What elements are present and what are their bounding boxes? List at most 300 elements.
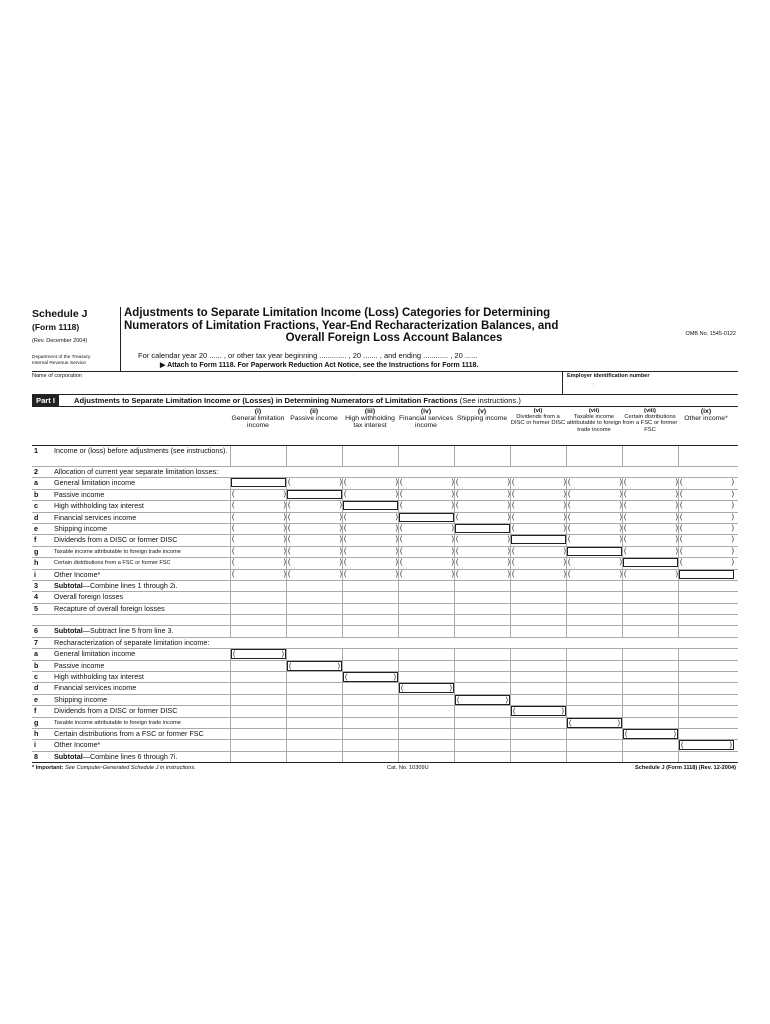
open-paren: ( xyxy=(456,570,459,578)
amount-cell[interactable] xyxy=(507,478,567,488)
column-header-v xyxy=(454,408,510,422)
amount-cell[interactable] xyxy=(398,581,455,591)
shaded-box xyxy=(287,490,342,499)
line-letter: d xyxy=(34,512,39,522)
amount-cell[interactable] xyxy=(510,524,567,534)
amount-cell xyxy=(230,718,287,728)
amount-cell[interactable] xyxy=(622,626,679,636)
open-paren: ( xyxy=(512,547,515,555)
open-paren: ( xyxy=(400,547,403,555)
amount-cell xyxy=(622,718,679,728)
amount-cell[interactable] xyxy=(563,501,623,511)
amount-cell xyxy=(454,661,511,671)
amount-cell[interactable] xyxy=(398,604,455,614)
amount-cell[interactable] xyxy=(675,501,735,511)
close-paren: ) xyxy=(563,547,566,555)
amount-cell xyxy=(398,649,455,659)
amount-cell[interactable] xyxy=(451,558,511,568)
amount-cell[interactable] xyxy=(454,581,511,591)
amount-cell[interactable] xyxy=(563,478,623,488)
amount-cell[interactable] xyxy=(286,604,343,614)
amount-cell[interactable] xyxy=(619,524,679,534)
shaded-box xyxy=(511,535,566,544)
open-paren: ( xyxy=(288,502,291,510)
line-2g xyxy=(32,547,738,558)
amount-cell[interactable] xyxy=(510,752,567,762)
amount-cell[interactable] xyxy=(230,649,287,659)
amount-cell[interactable] xyxy=(678,592,735,602)
amount-cell[interactable] xyxy=(678,581,735,591)
amount-cell[interactable] xyxy=(566,752,623,762)
amount-cell[interactable] xyxy=(566,626,623,636)
amount-cell[interactable] xyxy=(563,490,623,500)
open-paren: ( xyxy=(344,547,347,555)
amount-cell xyxy=(622,683,679,693)
amount-cell[interactable] xyxy=(678,558,735,568)
amount-cell[interactable] xyxy=(286,581,343,591)
amount-cell[interactable] xyxy=(675,478,735,488)
amount-cell xyxy=(230,695,287,705)
amount-cell[interactable] xyxy=(619,535,679,545)
amount-cell[interactable] xyxy=(451,547,511,557)
col-num: (i) xyxy=(254,408,262,415)
line-letter: i xyxy=(34,569,36,579)
close-paren: ) xyxy=(507,559,510,567)
close-paren: ) xyxy=(619,536,622,544)
line-letter: c xyxy=(34,501,38,511)
amount-cell[interactable] xyxy=(339,513,399,523)
recharacterization-box[interactable] xyxy=(623,729,678,739)
line-letter: c xyxy=(34,672,38,682)
close-paren: ) xyxy=(731,479,734,487)
amount-cell[interactable] xyxy=(398,683,455,693)
amount-cell[interactable] xyxy=(566,604,623,614)
line-7a xyxy=(32,649,738,660)
amount-cell[interactable] xyxy=(398,501,455,511)
amount-cell[interactable] xyxy=(507,490,567,500)
close-paren: ) xyxy=(563,524,566,532)
amount-cell[interactable] xyxy=(563,513,623,523)
amount-cell[interactable] xyxy=(342,604,399,614)
recharacterization-box[interactable] xyxy=(343,672,398,682)
line-label: Other Income* xyxy=(54,740,101,750)
open-paren: ( xyxy=(288,524,291,532)
amount-cell xyxy=(622,740,679,750)
amount-cell xyxy=(342,661,399,671)
amount-cell[interactable] xyxy=(342,626,399,636)
line-letter: g xyxy=(34,546,39,556)
amount-cell xyxy=(622,661,679,671)
line-label: Dividends from a DISC or former DISC xyxy=(54,706,178,716)
amount-cell[interactable] xyxy=(398,446,455,466)
line-number: 6 xyxy=(34,626,38,636)
amount-cell xyxy=(566,706,623,716)
amount-cell[interactable] xyxy=(454,592,511,602)
amount-cell xyxy=(454,683,511,693)
amount-cell[interactable] xyxy=(230,615,287,625)
amount-cell[interactable] xyxy=(622,615,679,625)
amount-cell[interactable] xyxy=(286,478,343,488)
amount-cell xyxy=(678,718,735,728)
amount-cell[interactable] xyxy=(566,581,623,591)
recharacterization-box[interactable] xyxy=(679,740,734,750)
close-paren: ) xyxy=(283,490,286,498)
amount-cell[interactable] xyxy=(510,581,567,591)
amount-cell xyxy=(510,740,567,750)
schedule-j-form xyxy=(32,307,738,775)
amount-cell[interactable] xyxy=(454,615,511,625)
amount-cell[interactable] xyxy=(230,752,287,762)
amount-cell[interactable] xyxy=(619,478,679,488)
open-paren: ( xyxy=(400,536,403,544)
line-spacer xyxy=(32,615,738,626)
amount-cell[interactable] xyxy=(395,478,455,488)
amount-cell[interactable] xyxy=(395,570,455,580)
amount-cell[interactable] xyxy=(451,501,511,511)
open-paren: ( xyxy=(624,502,627,510)
line-2d xyxy=(32,513,738,524)
line-5 xyxy=(32,604,738,615)
close-paren: ) xyxy=(619,502,622,510)
open-paren: ( xyxy=(680,490,683,498)
open-paren: ( xyxy=(232,502,235,510)
amount-cell[interactable] xyxy=(286,661,343,671)
close-paren: ) xyxy=(675,502,678,510)
amount-cell xyxy=(678,683,735,693)
open-paren: ( xyxy=(344,479,347,487)
amount-cell xyxy=(286,729,343,739)
amount-cell[interactable] xyxy=(230,592,287,602)
amount-cell[interactable] xyxy=(563,558,623,568)
part-title-text: Adjustments to Separate Limitation Income or (Losses) in Determining Numerators of Limitation Fractions xyxy=(74,396,458,405)
recharacterization-box[interactable] xyxy=(231,649,286,659)
amount-cell[interactable] xyxy=(283,558,343,568)
open-paren: ( xyxy=(400,524,403,532)
subtotal-desc: —Combine lines 6 through 7i. xyxy=(82,751,178,761)
amount-cell[interactable] xyxy=(563,570,623,580)
line-number: 4 xyxy=(34,592,38,602)
amount-cell[interactable] xyxy=(510,615,567,625)
close-paren: ) xyxy=(563,502,566,510)
recharacterization-box[interactable] xyxy=(511,706,566,716)
amount-cell[interactable] xyxy=(507,513,567,523)
amount-cell[interactable] xyxy=(507,501,567,511)
amount-cell[interactable] xyxy=(342,752,399,762)
amount-cell[interactable] xyxy=(563,524,623,534)
amount-cell[interactable] xyxy=(230,513,287,523)
title-line-1: Adjustments to Separate Limitation Income (Loss) Categories for Determining xyxy=(124,307,551,319)
amount-cell[interactable] xyxy=(510,446,567,466)
amount-cell[interactable] xyxy=(622,604,679,614)
amount-cell[interactable] xyxy=(230,570,287,580)
amount-cell[interactable] xyxy=(230,446,287,466)
line-label: Overall foreign losses xyxy=(54,592,124,602)
important-note xyxy=(32,763,196,773)
amount-cell[interactable] xyxy=(454,695,511,705)
line-letter: h xyxy=(34,558,39,568)
amount-cell[interactable] xyxy=(286,592,343,602)
amount-cell xyxy=(619,558,679,568)
amount-cell[interactable] xyxy=(451,535,511,545)
close-paren: ) xyxy=(283,536,286,544)
col-text: General limitation income xyxy=(231,415,285,430)
line-label: Income or (loss) before adjustments (see instructions). xyxy=(54,446,228,455)
amount-cell[interactable] xyxy=(678,752,735,762)
amount-cell[interactable] xyxy=(451,478,511,488)
column-header-vi xyxy=(510,408,566,427)
amount-cell[interactable] xyxy=(619,501,679,511)
amount-cell[interactable] xyxy=(230,490,287,500)
amount-cell[interactable] xyxy=(283,524,343,534)
amount-cell[interactable] xyxy=(566,592,623,602)
amount-cell[interactable] xyxy=(510,592,567,602)
amount-cell[interactable] xyxy=(339,558,399,568)
amount-cell[interactable] xyxy=(283,513,343,523)
amount-cell[interactable] xyxy=(619,513,679,523)
amount-cell[interactable] xyxy=(622,729,679,739)
amount-cell[interactable] xyxy=(286,615,343,625)
amount-cell[interactable] xyxy=(675,535,735,545)
amount-cell[interactable] xyxy=(286,446,343,466)
amount-cell[interactable] xyxy=(510,604,567,614)
amount-cell[interactable] xyxy=(454,752,511,762)
amount-cell[interactable] xyxy=(230,524,287,534)
line-label: Certain distributions from a FSC or former FSC xyxy=(54,560,171,567)
open-paren: ( xyxy=(625,730,628,738)
ein-separator: : xyxy=(593,382,595,388)
amount-cell[interactable] xyxy=(510,626,567,636)
amount-cell[interactable] xyxy=(230,581,287,591)
title-block xyxy=(124,307,664,360)
amount-cell[interactable] xyxy=(451,570,511,580)
line-label: Shipping income xyxy=(54,694,108,704)
close-paren: ) xyxy=(675,513,678,521)
close-paren: ) xyxy=(283,524,286,532)
col-text: Passive income xyxy=(290,415,338,423)
close-paren: ) xyxy=(731,490,734,498)
amount-cell[interactable] xyxy=(507,570,567,580)
line-number: 1 xyxy=(34,446,38,455)
line-label: Recapture of overall foreign losses xyxy=(54,603,165,613)
shaded-box xyxy=(231,478,286,487)
amount-cell[interactable] xyxy=(230,547,287,557)
amount-cell[interactable] xyxy=(622,547,679,557)
amount-cell[interactable] xyxy=(675,490,735,500)
amount-cell[interactable] xyxy=(230,501,287,511)
calendar-year-line[interactable]: For calendar year 20 ...... , or other tax year beginning ............. , 20 ....... , and ending ............ , 20 ...... xyxy=(138,350,478,360)
close-paren: ) xyxy=(731,513,734,521)
amount-cell[interactable] xyxy=(507,558,567,568)
amount-cell[interactable] xyxy=(622,581,679,591)
amount-cell[interactable] xyxy=(398,592,455,602)
amount-cell xyxy=(622,706,679,716)
amount-cell xyxy=(283,490,343,500)
open-paren: ( xyxy=(680,502,683,510)
line-items-grid xyxy=(32,446,738,762)
amount-cell[interactable] xyxy=(619,490,679,500)
line-7b xyxy=(32,661,738,672)
line-label: Financial services income xyxy=(54,512,137,522)
open-paren: ( xyxy=(288,570,291,578)
close-paren: ) xyxy=(563,559,566,567)
amount-cell[interactable] xyxy=(339,478,399,488)
close-paren: ) xyxy=(675,479,678,487)
amount-cell[interactable] xyxy=(342,592,399,602)
amount-cell[interactable] xyxy=(622,446,679,466)
amount-cell[interactable] xyxy=(395,547,455,557)
close-paren: ) xyxy=(281,651,284,659)
amount-cell[interactable] xyxy=(566,615,623,625)
amount-cell[interactable] xyxy=(566,446,623,466)
recharacterization-box[interactable] xyxy=(455,695,510,705)
amount-cell[interactable] xyxy=(622,592,679,602)
amount-cell[interactable] xyxy=(283,535,343,545)
amount-cell[interactable] xyxy=(678,604,735,614)
amount-cell[interactable] xyxy=(395,535,455,545)
amount-cell xyxy=(230,661,287,671)
open-paren: ( xyxy=(512,502,515,510)
amount-cell[interactable] xyxy=(566,718,623,728)
line-label: High withholding tax interest xyxy=(54,501,144,511)
close-paren: ) xyxy=(507,502,510,510)
amount-cell xyxy=(451,524,511,534)
amount-cell[interactable] xyxy=(342,615,399,625)
amount-cell[interactable] xyxy=(230,626,287,636)
line-letter: b xyxy=(34,489,39,499)
open-paren: ( xyxy=(456,479,459,487)
amount-cell[interactable] xyxy=(454,604,511,614)
amount-cell[interactable] xyxy=(230,604,287,614)
corporation-name-field[interactable]: Name of corporation xyxy=(32,373,82,379)
open-paren: ( xyxy=(512,559,515,567)
amount-cell xyxy=(230,706,287,716)
amount-cell[interactable] xyxy=(342,446,399,466)
open-paren: ( xyxy=(624,490,627,498)
line-label xyxy=(54,626,230,636)
amount-cell[interactable] xyxy=(230,535,287,545)
line-label: Other Income* xyxy=(54,569,101,579)
important-label: * Important: xyxy=(32,765,64,772)
amount-cell xyxy=(398,661,455,671)
amount-cell[interactable] xyxy=(342,581,399,591)
open-paren: ( xyxy=(568,490,571,498)
close-paren: ) xyxy=(563,513,566,521)
col-num: (ix) xyxy=(700,408,712,415)
amount-cell xyxy=(454,672,511,682)
recharacterization-box[interactable] xyxy=(567,718,622,728)
close-paren: ) xyxy=(451,570,454,578)
department-name: Department of the Treasury xyxy=(32,355,91,360)
line-7i xyxy=(32,740,738,751)
amount-cell[interactable] xyxy=(398,752,455,762)
amount-cell[interactable] xyxy=(510,706,567,716)
amount-cell[interactable] xyxy=(395,558,455,568)
amount-cell[interactable] xyxy=(454,626,511,636)
department-block xyxy=(32,355,127,366)
amount-cell[interactable] xyxy=(451,490,511,500)
amount-cell[interactable] xyxy=(454,513,511,523)
close-paren: ) xyxy=(283,547,286,555)
line-2e xyxy=(32,524,738,535)
amount-cell[interactable] xyxy=(395,490,455,500)
amount-cell[interactable] xyxy=(342,490,399,500)
amount-cell[interactable] xyxy=(678,446,735,466)
line-label: Passive income xyxy=(54,489,105,499)
amount-cell[interactable] xyxy=(283,501,343,511)
close-paren: ) xyxy=(283,513,286,521)
recharacterization-box[interactable] xyxy=(399,683,454,693)
col-num: (iii) xyxy=(364,408,376,415)
amount-cell[interactable] xyxy=(678,740,735,750)
amount-cell xyxy=(286,740,343,750)
close-paren: ) xyxy=(675,490,678,498)
line-letter: i xyxy=(34,740,36,750)
amount-cell[interactable] xyxy=(675,524,735,534)
open-paren: ( xyxy=(568,536,571,544)
amount-cell[interactable] xyxy=(675,547,735,557)
close-paren: ) xyxy=(395,536,398,544)
amount-cell[interactable] xyxy=(339,547,399,557)
part-note: (See instructions.) xyxy=(459,396,521,405)
amount-cell[interactable] xyxy=(678,626,735,636)
line-number: 3 xyxy=(34,580,38,590)
recharacterization-box[interactable] xyxy=(287,661,342,671)
amount-cell[interactable] xyxy=(454,446,511,466)
amount-cell[interactable] xyxy=(342,672,399,682)
amount-cell[interactable] xyxy=(678,615,735,625)
amount-cell[interactable] xyxy=(230,558,287,568)
footer-schedule-id: Schedule J (Form 1118) (Rev. 12-2004) xyxy=(635,765,736,772)
amount-cell[interactable] xyxy=(286,752,343,762)
amount-cell[interactable] xyxy=(398,626,455,636)
open-paren: ( xyxy=(400,502,403,510)
close-paren: ) xyxy=(339,536,342,544)
amount-cell[interactable] xyxy=(622,752,679,762)
amount-cell[interactable] xyxy=(507,547,567,557)
amount-cell xyxy=(566,695,623,705)
amount-cell[interactable] xyxy=(283,570,343,580)
open-paren: ( xyxy=(232,547,235,555)
open-paren: ( xyxy=(624,479,627,487)
column-header-ii xyxy=(286,408,342,422)
title-line-2: Numerators of Limitation Fractions, Year-End Recharacterization Balances, and xyxy=(124,319,559,332)
amount-cell xyxy=(395,513,455,523)
amount-cell[interactable] xyxy=(619,570,679,580)
open-paren: ( xyxy=(456,547,459,555)
amount-cell[interactable] xyxy=(566,535,623,545)
amount-cell[interactable] xyxy=(283,547,343,557)
amount-cell[interactable] xyxy=(339,570,399,580)
close-paren: ) xyxy=(395,479,398,487)
open-paren: ( xyxy=(400,479,403,487)
amount-cell[interactable] xyxy=(398,615,455,625)
column-header-viii xyxy=(622,408,678,433)
amount-cell[interactable] xyxy=(339,524,399,534)
line-letter: e xyxy=(34,523,38,533)
amount-cell[interactable] xyxy=(286,626,343,636)
col-text: Taxable income attributable to foreign trade income xyxy=(566,414,622,433)
amount-cell[interactable] xyxy=(395,524,455,534)
amount-cell[interactable] xyxy=(675,513,735,523)
close-paren: ) xyxy=(283,559,286,567)
close-paren: ) xyxy=(675,570,678,578)
amount-cell[interactable] xyxy=(339,535,399,545)
column-header-iv xyxy=(398,408,454,430)
part-badge: Part I xyxy=(32,395,59,406)
ein-field[interactable] xyxy=(562,372,739,394)
amount-cell xyxy=(510,661,567,671)
open-paren: ( xyxy=(568,479,571,487)
